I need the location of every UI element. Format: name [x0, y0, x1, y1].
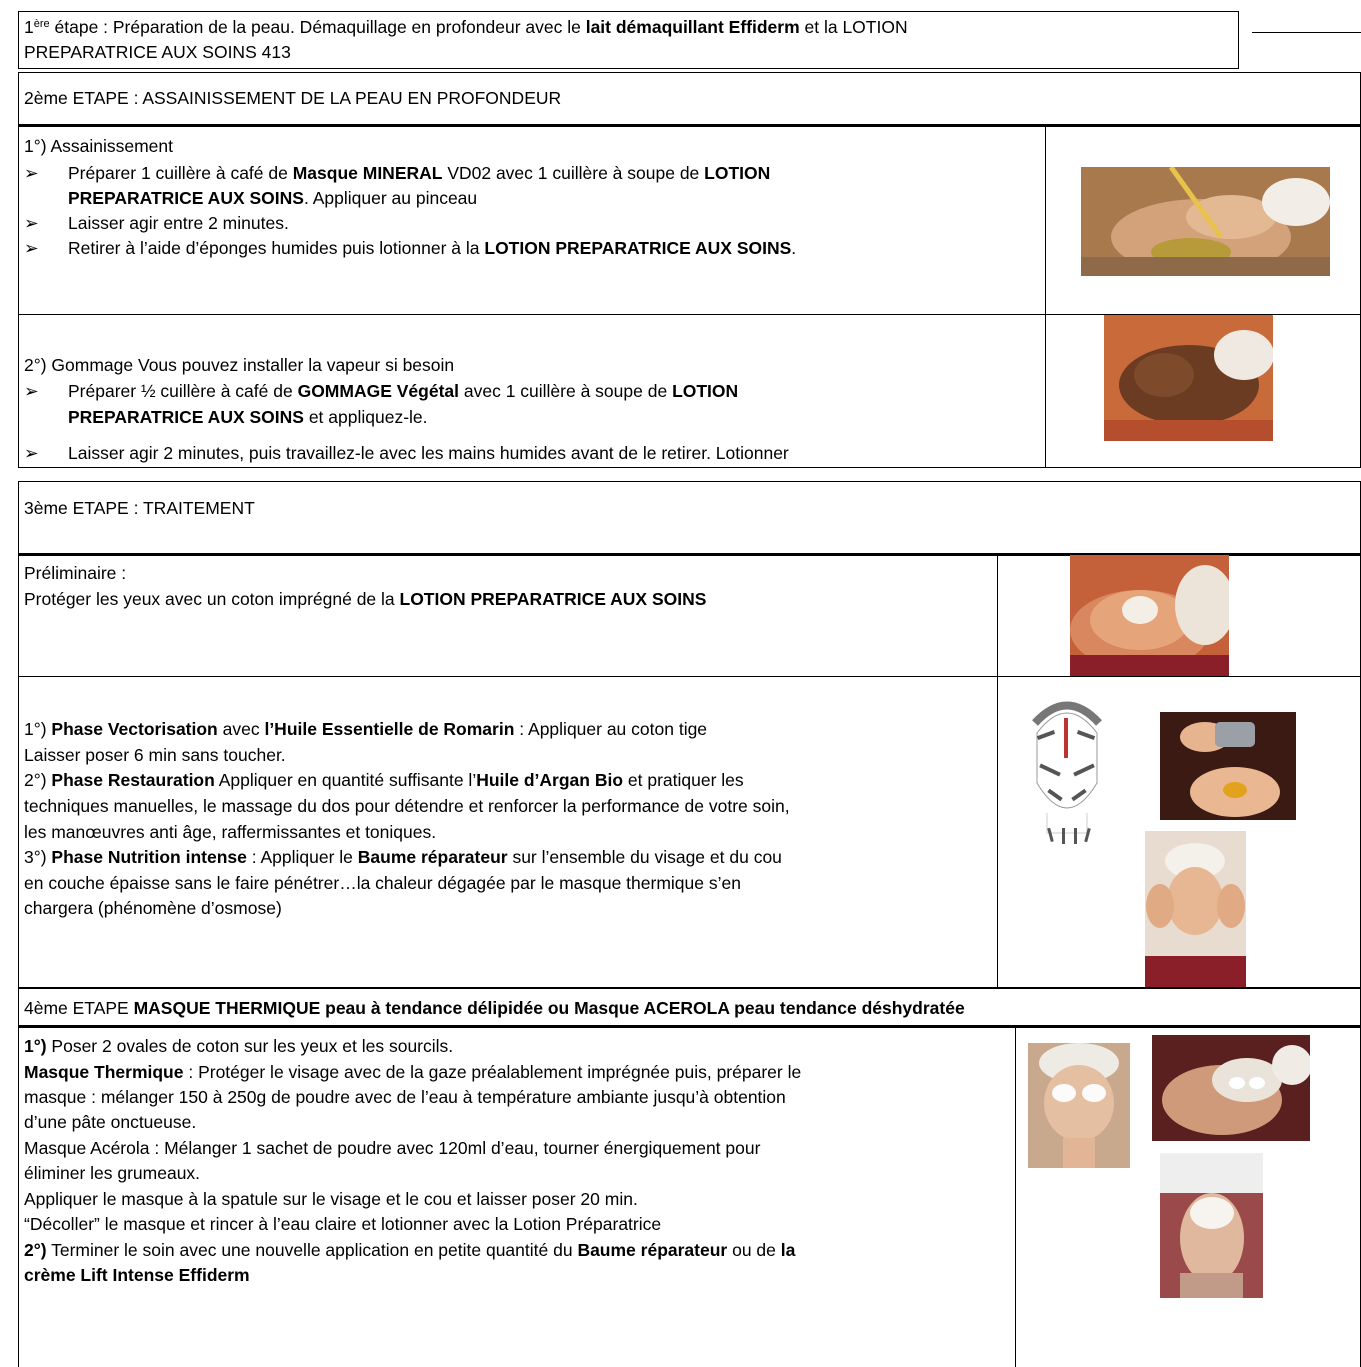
t: 1°) [24, 1036, 47, 1056]
t: et appliquez-le. [303, 407, 428, 427]
step3-line8: chargera (phénomène d’osmose) [24, 898, 282, 918]
bullet-arrow-icon: ➢ [24, 443, 39, 463]
t: : Appliquer le [246, 847, 358, 867]
t: Masque Thermique [24, 1062, 184, 1082]
t: ou de [727, 1240, 781, 1260]
step3-header: 3ème ETAPE : TRAITEMENT [24, 498, 255, 518]
t: Phase Restauration [51, 770, 215, 790]
photo-eye-ovals [1028, 1043, 1130, 1168]
step3-row-divider [18, 676, 1361, 677]
step4-line4: d’une pâte onctueuse. [24, 1112, 197, 1132]
t: Laisser agir 2 minutes, puis travaillez-le avec les mains humides avant de le retirer. Lotionner [68, 443, 789, 463]
t: Baume réparateur [577, 1240, 728, 1260]
t: Protéger les yeux avec un coton imprégné de la [24, 589, 400, 609]
photo-eye-cotton [1070, 555, 1229, 676]
t: Phase Nutrition intense [51, 847, 247, 867]
t: 2°) [24, 1240, 47, 1260]
step3-line1 [24, 717, 707, 741]
t: Baume réparateur [357, 847, 508, 867]
step1-num: 1 [24, 17, 34, 37]
step1-sup: ère [33, 18, 50, 30]
step2-p1-bullet1-cont [68, 186, 477, 210]
t: Poser 2 ovales de coton sur les yeux et les sourcils. [46, 1036, 454, 1056]
t: et pratiquer les [623, 770, 744, 790]
photo-gommage [1104, 315, 1273, 441]
step4-line9 [24, 1238, 795, 1262]
step3-col-divider [997, 555, 998, 988]
step2-p2-bullet1 [24, 379, 738, 403]
step1-text-a: étape : Préparation de la peau. Démaquillage en profondeur avec le [49, 17, 586, 37]
t: Préparer 1 cuillère à café de [68, 163, 293, 183]
t: la [780, 1240, 796, 1260]
t: avec 1 cuillère à soupe de [459, 381, 673, 401]
t: Phase Vectorisation [51, 719, 218, 739]
bullet-arrow-icon: ➢ [24, 238, 39, 258]
photo-mask-applied [1160, 1153, 1263, 1298]
step4-line1 [24, 1034, 453, 1058]
t: . [791, 238, 797, 258]
step1-line2: PREPARATRICE AUX SOINS 413 [24, 42, 291, 62]
t: PREPARATRICE AUX SOINS [68, 407, 304, 427]
t: 1°) [24, 719, 52, 739]
step2-p2-bullet1-cont [68, 405, 428, 429]
t: . Appliquer au pinceau [303, 188, 478, 208]
step2-p1-title: 1°) Assainissement [24, 136, 174, 156]
step3-pre-text [24, 587, 706, 611]
step2-p2-title: 2°) Gommage Vous pouvez installer la vapeur si besoin [24, 355, 455, 375]
t: Terminer le soin avec une nouvelle application en petite quantité du [46, 1240, 578, 1260]
t: avec [217, 719, 265, 739]
step2-p1-bullet3 [24, 236, 796, 260]
t: LOTION PREPARATRICE AUX SOINS [399, 589, 707, 609]
t: : Appliquer au coton tige [514, 719, 708, 739]
t: 4ème ETAPE [24, 998, 134, 1018]
t: Huile d’Argan Bio [476, 770, 624, 790]
t: GOMMAGE Végétal [297, 381, 459, 401]
t: Masque MINERAL [292, 163, 443, 183]
step2-p1-bullet2 [24, 211, 289, 235]
step3-pre-title: Préliminaire : [24, 563, 127, 583]
t: LOTION PREPARATRICE AUX SOINS [484, 238, 792, 258]
photo-face-massage [1145, 831, 1246, 987]
step1-rule [1252, 32, 1361, 33]
t: PREPARATRICE AUX SOINS [68, 188, 304, 208]
t: : Protéger le visage avec de la gaze préalablement imprégnée puis, préparer le [183, 1062, 802, 1082]
step4-line7: Appliquer le masque à la spatule sur le visage et le cou et laisser poser 20 min. [24, 1189, 638, 1209]
t: Préparer ½ cuillère à café de [68, 381, 298, 401]
t: VD02 avec 1 cuillère à soupe de [442, 163, 705, 183]
step4-line2 [24, 1060, 801, 1084]
t: sur l’ensemble du visage et du cou [507, 847, 782, 867]
step3-line6 [24, 845, 782, 869]
photo-thermal-mask [1152, 1035, 1310, 1141]
step2-col-divider [1045, 126, 1046, 468]
t: 3°) [24, 847, 52, 867]
step4-line3: masque : mélanger 150 à 250g de poudre avec de l’eau à température ambiante jusqu’à obtention [24, 1087, 786, 1107]
step1-product: lait démaquillant Effiderm [585, 17, 800, 37]
step2-p2-bullet2 [24, 441, 789, 465]
step1-text-c: et la LOTION [799, 17, 908, 37]
t: 2°) [24, 770, 52, 790]
step4-line5: Masque Acérola : Mélanger 1 sachet de poudre avec 120ml d’eau, tourner énergiquement pour [24, 1138, 761, 1158]
step2-header: 2ème ETAPE : ASSAINISSEMENT DE LA PEAU EN PROFONDEUR [24, 88, 562, 108]
step4-header [24, 996, 965, 1020]
bullet-arrow-icon: ➢ [24, 381, 39, 401]
t: crème Lift Intense Effiderm [24, 1265, 250, 1285]
bullet-arrow-icon: ➢ [24, 163, 39, 183]
face-diagram-icon [1017, 693, 1117, 858]
t: Laisser agir entre 2 minutes. [68, 213, 289, 233]
t: LOTION [672, 381, 739, 401]
step3-line3 [24, 768, 744, 792]
step4-col-divider [1015, 1027, 1016, 1367]
photo-argan-oil [1160, 712, 1296, 820]
step1-line1 [24, 15, 908, 39]
photo-mask-brush [1081, 167, 1330, 276]
t: MASQUE THERMIQUE peau à tendance délipidée ou Masque ACEROLA peau tendance déshydratée [133, 998, 965, 1018]
step3-line5: les manœuvres anti âge, raffermissantes et toniques. [24, 822, 437, 842]
step4-line10 [24, 1263, 250, 1287]
t: Appliquer en quantité suffisante l’ [214, 770, 477, 790]
t: Retirer à l’aide d’éponges humides puis lotionner à la [68, 238, 485, 258]
step3-line7: en couche épaisse sans le faire pénétrer…la chaleur dégagée par le masque thermique s’en [24, 873, 741, 893]
step4-line6: éliminer les grumeaux. [24, 1163, 201, 1183]
t: l’Huile Essentielle de Romarin [264, 719, 515, 739]
step3-line2: Laisser poser 6 min sans toucher. [24, 745, 286, 765]
t: LOTION [704, 163, 771, 183]
step3-line4: techniques manuelles, le massage du dos pour détendre et renforcer la performance de votre soin, [24, 796, 790, 816]
step2-p1-bullet1 [24, 161, 770, 185]
step4-line8: “Décoller” le masque et rincer à l’eau claire et lotionner avec la Lotion Préparatrice [24, 1214, 662, 1234]
bullet-arrow-icon: ➢ [24, 213, 39, 233]
